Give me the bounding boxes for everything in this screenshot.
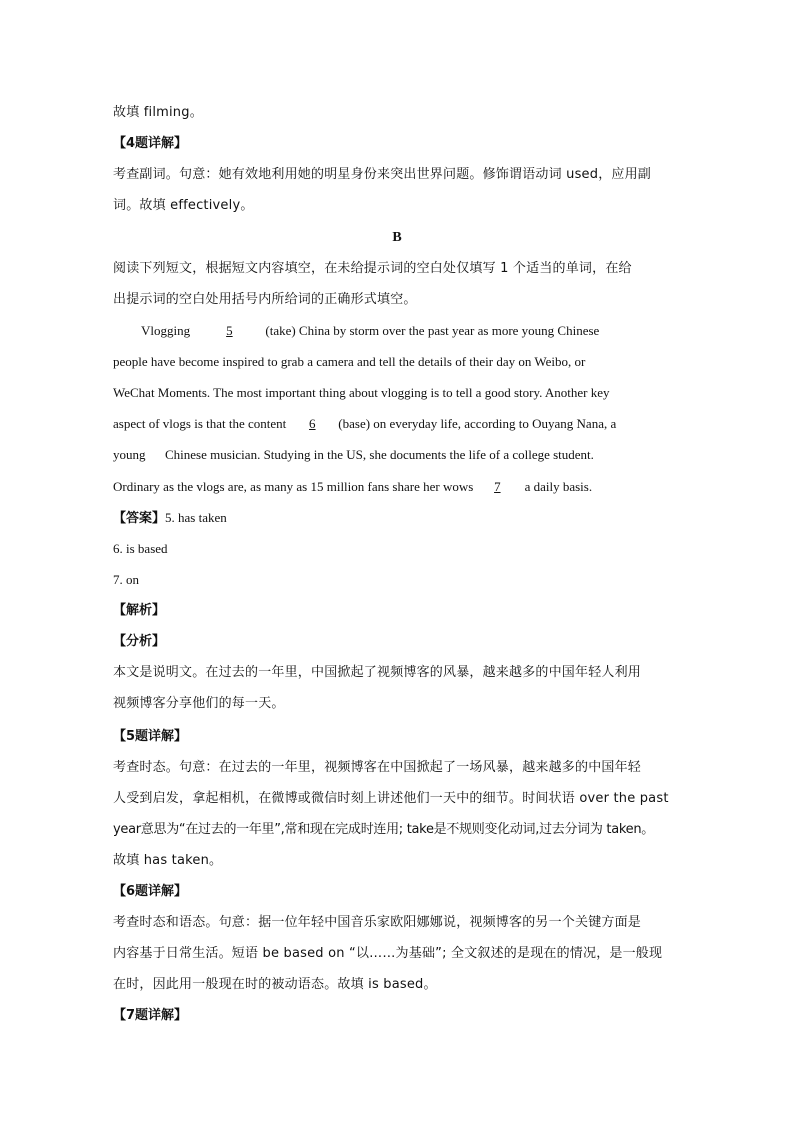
section-b-heading: B	[392, 230, 402, 245]
passage-line-3: WeChat Moments. The most important thing about vlogging is to tell a good story. Another key	[113, 385, 610, 400]
q4-explanation-line-1: 考查副词。句意：她有效地利用她的明星身份来突出世界问题。修饰谓语动词 used，应用副	[113, 167, 651, 182]
q4-explanation-line-2: 词。故填 effectively。	[113, 198, 254, 213]
blank-6: 6	[309, 416, 316, 431]
instruction-line-1: 阅读下列短文，根据短文内容填空，在未给提示词的空白处仅填写 1 个适当的单词，在给	[113, 261, 632, 276]
passage-text: (take) China by storm over the past year as more young Chinese	[265, 323, 600, 338]
analysis-line-1: 本文是说明文。在过去的一年里，中国掀起了视频博客的风暴，越来越多的中国年轻人利用	[113, 665, 642, 680]
passage-text: a daily basis.	[521, 479, 593, 494]
passage-line-5: young Chinese musician. Studying in the US, she documents the life of a college student.	[113, 447, 594, 462]
analysis-line-2: 视频博客分享他们的每一天。	[113, 696, 285, 711]
passage-line-1	[113, 321, 716, 341]
fenxi-heading: 【分析】	[113, 634, 166, 649]
q5-explanation-line-4: 故填 has taken。	[113, 853, 223, 868]
answer-7: 7. on	[113, 572, 139, 587]
instruction-line-2: 出提示词的空白处用括号内所给词的正确形式填空。	[113, 292, 417, 307]
jiexi-heading: 【解析】	[113, 603, 166, 618]
q6-explanation-line-1: 考查时态和语态。句意：据一位年轻中国音乐家欧阳娜娜说，视频博客的另一个关键方面是	[113, 915, 642, 930]
q6-explanation-line-2: 内容基于日常生活。短语 be based on “以……为基础”; 全文叙述的是现在的情况，是一般现	[113, 946, 663, 961]
q5-detail-heading: 【5题详解】	[113, 729, 188, 744]
passage-line-6	[113, 477, 688, 497]
q6-detail-heading: 【6题详解】	[113, 884, 188, 899]
q5-explanation-line-2: 人受到启发，拿起相机，在微博或微信时刻上讲述他们一天中的细节。时间状语 over the past	[113, 791, 669, 806]
answer-5: 5. has taken	[165, 510, 227, 525]
q6-explanation-line-3: 在时，因此用一般现在时的被动语态。故填 is based。	[113, 977, 437, 992]
passage-text: Vlogging	[141, 323, 194, 338]
q5-explanation-line-1: 考查时态。句意：在过去的一年里，视频博客在中国掀起了一场风暴，越来越多的中国年轻	[113, 760, 642, 775]
blank-7: 7	[494, 479, 501, 494]
answer-6: 6. is based	[113, 541, 168, 556]
passage-line-2: people have become inspired to grab a camera and tell the details of their day on Weibo, or	[113, 354, 586, 369]
passage-text: (base) on everyday life, according to Ouyang Nana, a	[338, 416, 617, 431]
q7-detail-heading: 【7题详解】	[113, 1008, 188, 1023]
passage-text: Ordinary as the vlogs are, as many as 15 million fans share her wows	[113, 479, 474, 494]
blank-5: 5	[226, 323, 233, 338]
passage-text: aspect of vlogs is that the content	[113, 416, 287, 431]
q5-explanation-line-3: year意思为“在过去的一年里”,常和现在完成时连用; take是不规则变化动词,过去分词为 taken。	[113, 822, 654, 837]
answer-line-filming: 故填 filming。	[113, 105, 203, 120]
answer-label: 【答案】	[113, 511, 166, 526]
q4-detail-heading: 【4题详解】	[113, 136, 188, 151]
passage-line-4	[113, 414, 688, 434]
answer-row	[113, 508, 688, 529]
